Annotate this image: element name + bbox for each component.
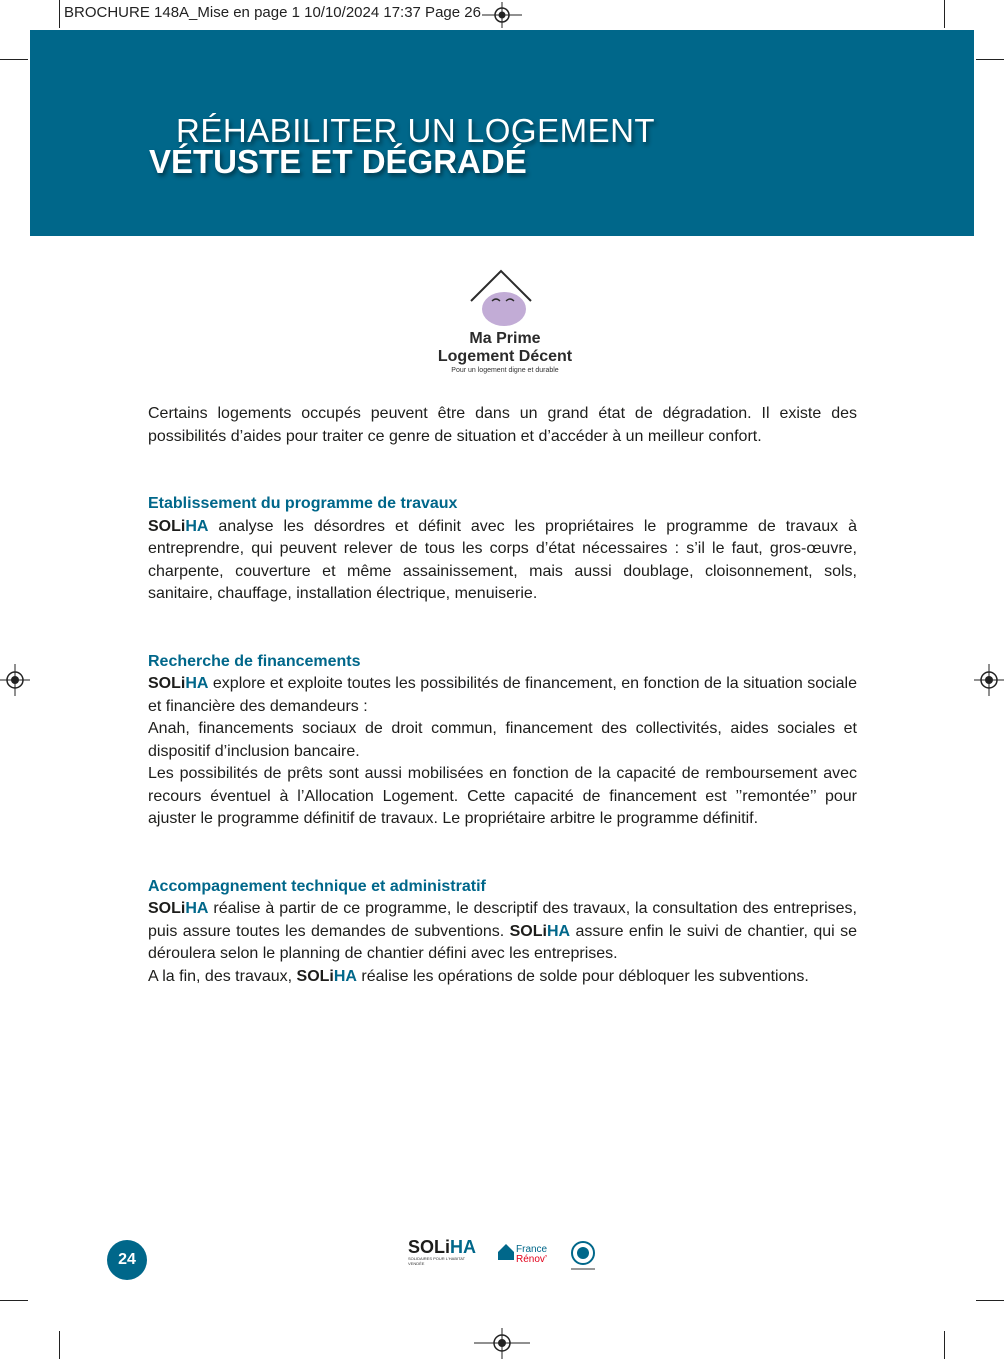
- brand-soliha-part2: HA: [185, 517, 209, 535]
- section-programme: [148, 493, 857, 606]
- logo-tagline: Pour un logement digne et durable: [451, 367, 559, 374]
- registration-mark-icon: [974, 664, 1004, 696]
- paragraph-text: explore et exploite toutes les possibilités de financement, en fonction de la situation sociale et financière des demandeurs :: [148, 675, 857, 715]
- brand-soliha-part2: HA: [333, 967, 357, 985]
- crop-mark-br-v: [944, 1331, 945, 1359]
- government-seal-icon: [568, 1240, 598, 1274]
- soliha-logo-name: [408, 1238, 484, 1256]
- paragraph-text: assure enfin le suivi de chantier, qui se déroulera selon le planning de chantier défini avec les entreprises.: [148, 922, 857, 962]
- crop-mark-bl-v: [59, 1331, 60, 1359]
- soliha-logo-region: VENDÉE: [408, 1261, 425, 1266]
- section-paragraph: [148, 898, 857, 966]
- section-paragraph: Anah, financements sociaux de droit commun, financement des collectivités, aides sociales et dispositif d’inclusion bancaire.: [148, 720, 857, 760]
- section-paragraph: Les possibilités de prêts sont aussi mobilisées en fonction de la capacité de remboursement avec recours éventuel à l’Allocation Logement. Cette capacité de financement est ’’remontée’’ pour ajuster le programme définitif de travaux. Le propriétaire arbitre le programme définitif.: [148, 765, 857, 827]
- brand-soliha-part2: HA: [185, 900, 209, 917]
- section-paragraph: [148, 673, 857, 718]
- france-renov-logo: [496, 1240, 562, 1274]
- logo-name-line1: Ma Prime: [469, 330, 541, 347]
- france-renov-line2: Rénov’: [516, 1254, 548, 1265]
- crop-mark-br-h: [976, 1300, 1004, 1301]
- section-heading: Recherche de financements: [148, 652, 361, 670]
- section-heading: Accompagnement technique et administratif: [148, 877, 486, 895]
- section-heading: Etablissement du programme de travaux: [148, 495, 458, 512]
- paragraph-text: réalise à partir de ce programme, le descriptif des travaux, la consultation des entreprises, puis assure toutes les demandes de subventions.: [148, 900, 857, 940]
- page-title-line1: RÉHABILITER UN LOGEMENT: [176, 112, 656, 149]
- crop-mark-tr-h: [976, 59, 1004, 60]
- logo-name-line2: Logement Décent: [437, 348, 573, 365]
- brand-soliha-part1: SOLi: [148, 517, 186, 535]
- registration-mark-icon: [0, 664, 30, 696]
- section-paragraph: [148, 966, 857, 989]
- page-title-line2: VÉTUSTE ET DÉGRADÉ: [149, 143, 527, 180]
- soliha-logo: [408, 1238, 484, 1272]
- soliha-logo-part1: SOLi: [408, 1237, 451, 1257]
- brand-soliha-part2: HA: [546, 922, 571, 940]
- brand-soliha-part1: SOLi: [509, 922, 547, 940]
- page-number: 24: [107, 1240, 147, 1280]
- print-slug: BROCHURE 148A_Mise en page 1 10/10/2024 17:37 Page 26: [64, 4, 481, 21]
- section-paragraph: [148, 516, 857, 606]
- paragraph-text: A la fin, des travaux,: [148, 967, 297, 985]
- crop-mark-tl-v: [59, 0, 60, 28]
- brand-soliha-part1: SOLi: [296, 967, 334, 985]
- brand-soliha-part1: SOLi: [148, 675, 186, 692]
- soliha-logo-tagline: SOLIDAIRES POUR L'HABITAT: [408, 1256, 466, 1261]
- soliha-logo-part2: HA: [450, 1237, 477, 1257]
- registration-mark-icon: [482, 2, 522, 28]
- crop-mark-tl-h: [0, 59, 28, 60]
- brand-soliha-part1: SOLi: [148, 900, 186, 917]
- section-accompagnement: [148, 876, 857, 989]
- paragraph-text: analyse les désordres et définit avec les propriétaires le programme de travaux à entreprendre, qui peuvent relever de tous les corps d’état nécessaires : s’il le faut, gros-œuvre, charpente, couverture et même assainissement, mais aussi doublage, cloisonnement, sols, sanitaire, chauffage, installation électrique, menuiserie.: [148, 517, 857, 602]
- body-content: [148, 403, 857, 988]
- brand-soliha-part2: HA: [185, 675, 209, 692]
- ma-prime-logo: [420, 268, 590, 380]
- france-renov-house-icon: [496, 1242, 516, 1262]
- france-renov-line1: France: [516, 1244, 548, 1255]
- crop-mark-bl-h: [0, 1300, 28, 1301]
- paragraph-text: réalise les opérations de solde pour débloquer les subventions.: [356, 967, 809, 985]
- crop-mark-tr-v: [944, 0, 945, 28]
- house-roof-icon: [468, 268, 534, 328]
- section-financements: [148, 651, 857, 831]
- registration-mark-icon: [474, 1328, 530, 1359]
- intro-paragraph: Certains logements occupés peuvent être dans un grand état de dégradation. Il existe des possibilités d’aides pour traiter ce genre de situation et d’accéder à un meilleur confort.: [148, 405, 857, 445]
